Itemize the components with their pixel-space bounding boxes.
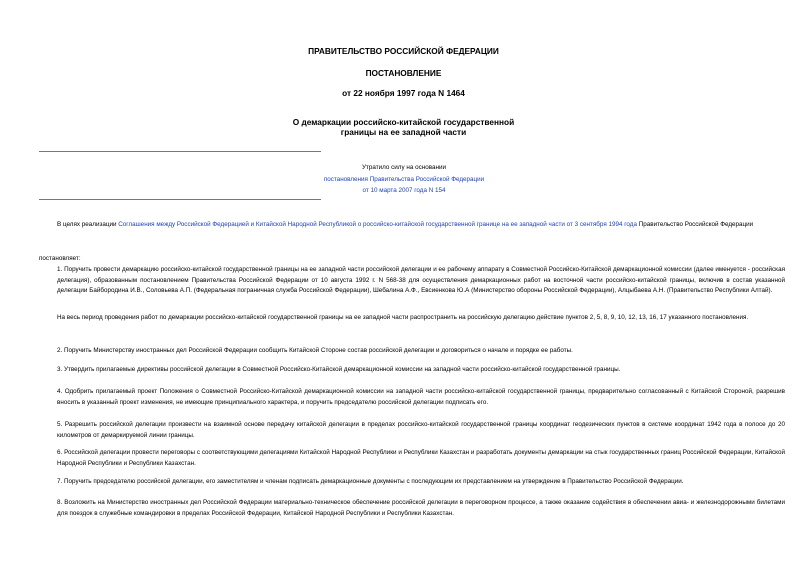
agreement-link[interactable]: Соглашения между Российской Федерацией и Китайской Народной Республикой о российско-китайской государственной границе на ее западной части от 3 сентября 1994 года	[118, 221, 637, 228]
paragraph-4: 4. Одобрить прилагаемый проект Положения о Совместной Российско-Китайской демаркационной комиссии на западной части российско-китайской государственной границы, предварительно согласованный с Китайской Стороной, разрешив вносить в указанный проект изменения, не имеющие принципиального характера, и поручить председателю российской делегации подписать его.	[57, 388, 785, 406]
intro-text-post: Правительство Российской Федерации	[636, 221, 754, 228]
paragraph-3: 3. Утвердить прилагаемые директивы российской делегации в Совместной Российско-Китайской демаркационной комиссии на западной части российско-китайской государственной границы.	[57, 366, 621, 373]
paragraph-7: 7. Поручить председателю российской делегации, его заместителям и членам подписать демаркационные документы с последующим их представлением на утверждение в Правительство Российской Федерации.	[57, 478, 684, 485]
document-title-line2: границы на ее западной части	[340, 127, 467, 137]
government-heading: ПРАВИТЕЛЬСТВО РОССИЙСКОЙ ФЕДЕРАЦИИ	[308, 46, 499, 56]
repeal-link-line2[interactable]: от 10 марта 2007 года N 154	[362, 187, 446, 194]
paragraph-1: 1. Поручить провести демаркацию российско-китайской государственной границы на ее западной части российской делегации и ее рабочему аппарату в Совместной Российско-Китайской демаркационной комиссии (далее именуется - российская делегация), образованным постановлением Правительства Российской Федерации от 10 августа 1992 г. N 568-38 для осуществления демаркационных работ на восточной части российско-китайской границы, включив в состав указанной делегации Байбородина И.В., Соловьева А.П. (Федеральная пограничная служба Российской Федерации), Шебалина А.Ф., Евсиенкова Ю.А (Министерство обороны Российской Федерации), Алцыбаева А.Н. (Правительство Республики Алтай).	[57, 266, 785, 294]
document-title-line1: О демаркации российско-китайской государственной	[292, 117, 515, 127]
paragraph-8: 8. Возложить на Министерство иностранных дел Российской Федерации материально-техническое обеспечение российской делегации в переговорном процессе, а также оказание содействия в обеспечении авиа- и железнодорожными билетами для поездок в служебные командировки в пределах Российской Федерации, Китайской Народной Республики и Республики Казахстан.	[57, 499, 785, 517]
paragraph-2: 2. Поручить Министерству иностранных дел Российской Федерации сообщить Китайской Стороне состав российской делегации и договориться о начале и порядке ее работы.	[57, 347, 573, 354]
document-type: ПОСТАНОВЛЕНИЕ	[365, 68, 442, 78]
divider-bottom	[39, 199, 321, 200]
paragraph-1-addendum: На весь период проведения работ по демаркации российско-китайской государственной границы на ее западной части распространить на российскую делегацию действие пунктов 2, 5, 8, 9, 10, 12, 13, 16, 17 указанного постановления.	[57, 314, 749, 321]
status-note	[300, 162, 508, 197]
status-note-text: Утратило силу на основании	[361, 164, 447, 171]
intro-text-pre: В целях реализации	[57, 221, 119, 228]
decree-word: постановляет:	[39, 255, 81, 262]
repeal-link-line1[interactable]: постановления Правительства Российской Федерации	[323, 175, 485, 183]
intro-paragraph	[39, 220, 785, 231]
paragraph-5: 5. Разрешить российской делегации произвести на взаимной основе передачу китайской делегации в пределах российско-китайской государственной границы координат геодезических пунктов в системе координат 1942 года в полосе до 20 километров от демаркируемой линии границы.	[57, 421, 785, 439]
paragraph-6: 6. Российской делегации провести переговоры с соответствующими делегациями Китайской Народной Республики и Республики Казахстан и разработать документы демаркации на стык государственных границ Российской Федерации, Китайской Народной Республики и Республики Казахстан.	[57, 449, 785, 467]
document-date: от 22 ноября 1997 года N 1464	[342, 88, 465, 98]
divider-top	[39, 151, 321, 152]
